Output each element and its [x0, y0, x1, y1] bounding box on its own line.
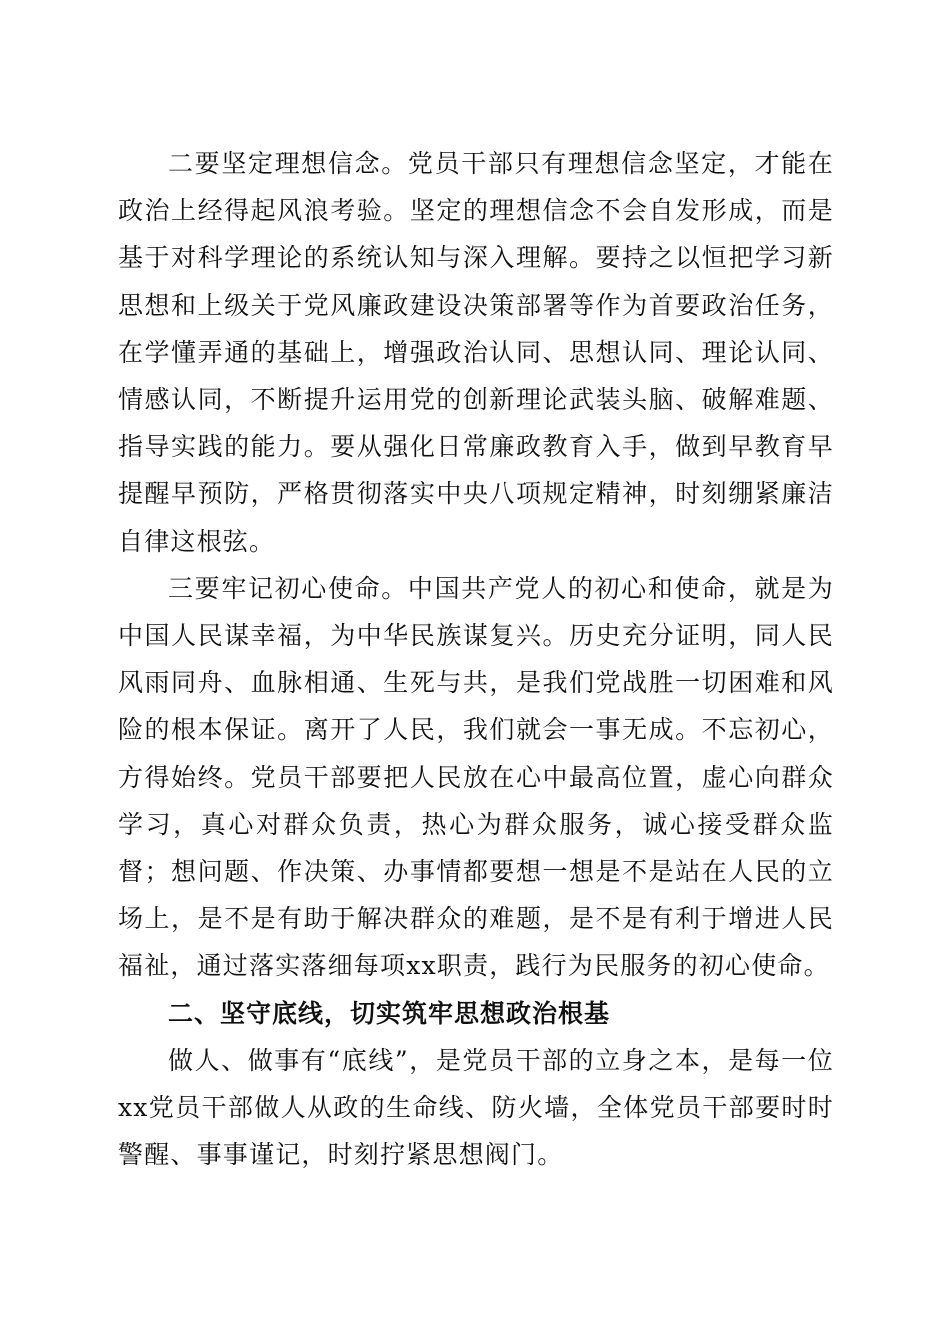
- paragraph-bottom-line: 做人、做事有“底线”，是党员干部的立身之本，是每一位xx党员干部做人从政的生命线、防火墙，全体党员干部要时时警醒、事事谨记，时刻拧紧思想阀门。: [118, 1045, 834, 1170]
- paragraph-ideals: 二要坚定理想信念。党员干部只有理想信念坚定，才能在政治上经得起风浪考验。坚定的理想信念不会自发形成，而是基于对科学理论的系统认知与深入理解。要持之以恒把学习新思想和上级关于党风廉政建设决策部署等作为首要政治任务，在学懂弄通的基础上，增强政治认同、思想认同、理论认同、情感认同，不断提升运用党的创新理论武装头脑、破解难题、指导实践的能力。要从强化日常廉政教育入手，做到早教育早提醒早预防，严格贯彻落实中央八项规定精神，时刻绷紧廉洁自律这根弦。: [118, 149, 834, 556]
- section-heading: 二、坚守底线，切实筑牢思想政治根基: [168, 998, 611, 1028]
- document-body: [118, 140, 834, 1178]
- paragraph-mission: 三要牢记初心使命。中国共产党人的初心和使命，就是为中国人民谋幸福，为中华民族谋复兴。历史充分证明，同人民风雨同舟、血脉相通、生死与共，是我们党战胜一切困难和风险的根本保证。离开了人民，我们就会一事无成。不忘初心，方得始终。党员干部要把人民放在心中最高位置，虚心向群众学习，真心对群众负责，热心为群众服务，诚心接受群众监督；想问题、作决策、办事情都要想一想是不是站在人民的立场上，是不是有助于解决群众的难题，是不是有利于增进人民福祉，通过落实落细每项xx职责，践行为民服务的初心使命。: [118, 573, 834, 981]
